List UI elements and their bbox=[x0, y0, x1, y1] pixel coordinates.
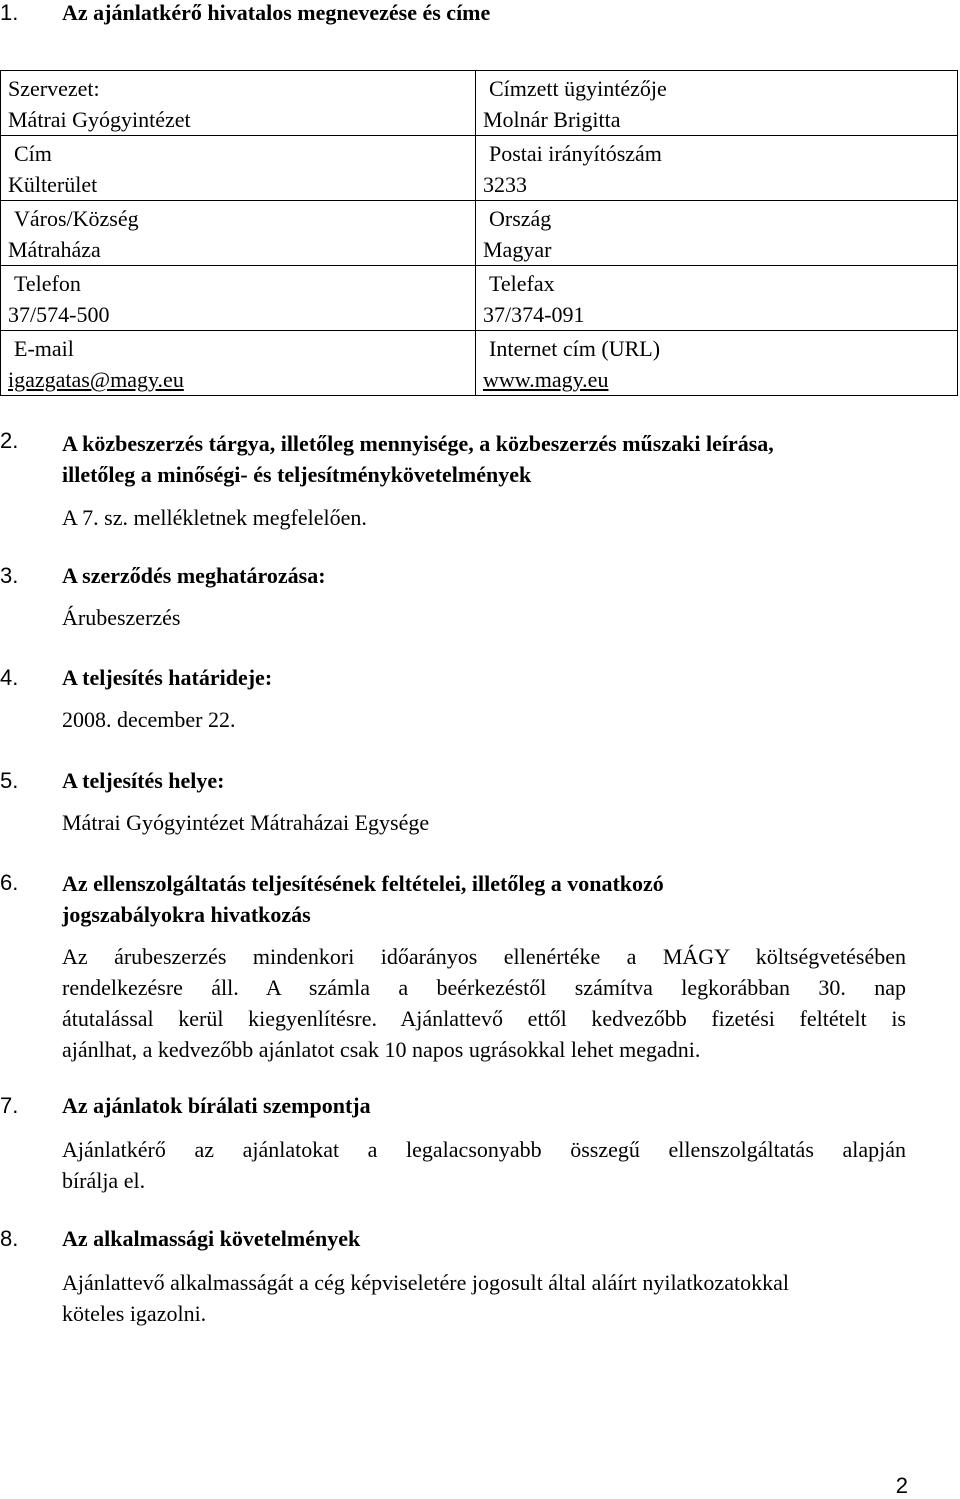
contact-person-label: Címzett ügyintézője bbox=[489, 76, 667, 101]
section-5-body: Mátrai Gyógyintézet Mátraházai Egysége bbox=[62, 810, 430, 835]
phone-cell bbox=[1, 266, 476, 331]
address-cell bbox=[1, 136, 476, 201]
table-row bbox=[1, 71, 958, 136]
table-row bbox=[1, 136, 958, 201]
country-label: Ország bbox=[489, 206, 552, 231]
fax-value: 37/374-091 bbox=[483, 302, 585, 327]
contact-person-cell bbox=[476, 71, 958, 136]
organization-label: Szervezet: bbox=[8, 76, 100, 101]
contact-info-table bbox=[0, 70, 958, 396]
section-8-title: Az alkalmassági követelmények bbox=[62, 1226, 361, 1251]
city-label: Város/Község bbox=[14, 206, 139, 231]
email-link[interactable]: igazgatas@magy.eu bbox=[8, 367, 184, 392]
section-6-body-line: ajánlhat, a kedvezőbb ajánlatot csak 10 napos ugrásokkal lehet megadni. bbox=[62, 1037, 701, 1062]
section-3-title: A szerződés meghatározása: bbox=[62, 563, 326, 588]
postal-code-value: 3233 bbox=[483, 172, 527, 197]
section-6-body bbox=[62, 941, 906, 1065]
section-6-body-line: Az árubeszerzés mindenkori időarányos ellenértéke a MÁGY költségvetésében bbox=[62, 944, 906, 969]
city-cell bbox=[1, 201, 476, 266]
section-6-body-line: átutalással kerül kiegyenlítésre. Ajánlattevő ettől kedvezőbb fizetési feltételt is bbox=[62, 1006, 906, 1031]
section-8-body bbox=[62, 1267, 906, 1329]
section-2-body: A 7. sz. mellékletnek megfelelően. bbox=[62, 505, 367, 530]
fax-label: Telefax bbox=[489, 271, 555, 296]
section-7-title: Az ajánlatok bírálati szempontja bbox=[62, 1093, 371, 1118]
section-1-number: 1. bbox=[0, 0, 19, 25]
postal-code-label: Postai irányítószám bbox=[489, 141, 662, 166]
table-row bbox=[1, 331, 958, 396]
address-label: Cím bbox=[14, 141, 52, 166]
section-6-title-line-1: Az ellenszolgáltatás teljesítésének feltételei, illetőleg a vonatkozó bbox=[62, 871, 664, 896]
fax-cell bbox=[476, 266, 958, 331]
table-row bbox=[1, 201, 958, 266]
contact-person-value: Molnár Brigitta bbox=[483, 107, 621, 132]
email-cell bbox=[1, 331, 476, 396]
section-4-title: A teljesítés határideje: bbox=[62, 665, 273, 690]
email-label: E-mail bbox=[14, 336, 74, 361]
phone-value: 37/574-500 bbox=[8, 302, 110, 327]
section-2-title-line-2: illetőleg a minőségi- és teljesítménykövetelmények bbox=[62, 462, 532, 487]
section-4-number: 4. bbox=[0, 665, 19, 690]
section-3-number: 3. bbox=[0, 563, 19, 588]
section-8-body-line: Ajánlattevő alkalmasságát a cég képviseletére jogosult által aláírt nyilatkozatokkal bbox=[62, 1270, 789, 1295]
country-value: Magyar bbox=[483, 237, 552, 262]
section-1-title: Az ajánlatkérő hivatalos megnevezése és címe bbox=[62, 0, 491, 25]
section-7-number: 7. bbox=[0, 1093, 19, 1118]
postal-code-cell bbox=[476, 136, 958, 201]
section-2-number: 2. bbox=[0, 428, 19, 453]
city-value: Mátraháza bbox=[8, 237, 101, 262]
address-value: Külterület bbox=[8, 172, 98, 197]
organization-value: Mátrai Gyógyintézet bbox=[8, 107, 191, 132]
phone-label: Telefon bbox=[14, 271, 81, 296]
page-number: 2 bbox=[895, 1473, 908, 1498]
website-link[interactable]: www.magy.eu bbox=[483, 367, 609, 392]
section-6-number: 6. bbox=[0, 870, 19, 895]
section-5-number: 5. bbox=[0, 768, 19, 793]
country-cell bbox=[476, 201, 958, 266]
section-6-body-line: rendelkezésre áll. A számla a beérkezéstől számítva legkorábban 30. nap bbox=[62, 975, 906, 1000]
section-4-body: 2008. december 22. bbox=[62, 707, 236, 732]
url-label: Internet cím (URL) bbox=[489, 336, 661, 361]
section-8-body-line: köteles igazolni. bbox=[62, 1301, 207, 1326]
organization-cell bbox=[1, 71, 476, 136]
section-5-title: A teljesítés helye: bbox=[62, 768, 225, 793]
url-cell bbox=[476, 331, 958, 396]
table-row bbox=[1, 266, 958, 331]
section-8-number: 8. bbox=[0, 1226, 19, 1251]
section-7-body-line: Ajánlatkérő az ajánlatokat a legalacsonyabb összegű ellenszolgáltatás alapján bbox=[62, 1137, 906, 1162]
section-7-body bbox=[62, 1134, 906, 1196]
section-7-body-line: bírálja el. bbox=[62, 1168, 146, 1193]
section-3-body: Árubeszerzés bbox=[62, 605, 181, 630]
section-6-title-line-2: jogszabályokra hivatkozás bbox=[62, 902, 311, 927]
section-2-title-line-1: A közbeszerzés tárgya, illetőleg mennyisége, a közbeszerzés műszaki leírása, bbox=[62, 431, 774, 456]
